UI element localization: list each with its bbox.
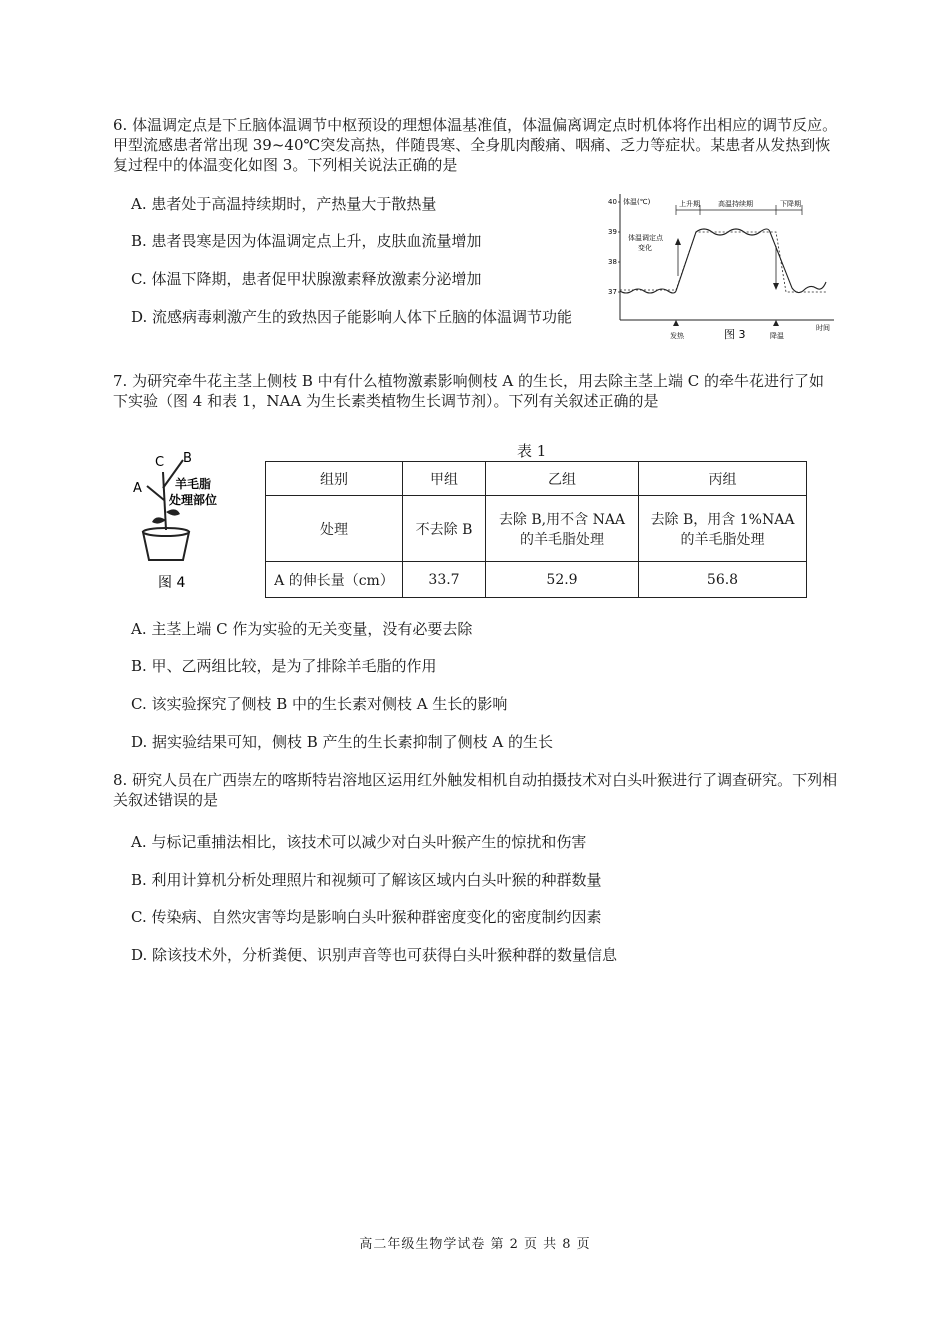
page-footer: 高二年级生物学试卷 第 2 页 共 8 页 bbox=[359, 1237, 591, 1252]
event-fever: 发热 bbox=[670, 332, 684, 340]
q7-option-c[interactable]: C. 该实验探究了侧枝 B 中的生长素对侧枝 A 生长的影响 bbox=[131, 695, 508, 713]
q6-option-c[interactable]: C. 体温下降期，患者促甲状腺激素释放激素分泌增加 bbox=[131, 270, 482, 288]
header-group: 组别 bbox=[266, 462, 403, 496]
setpoint-label-2: 变化 bbox=[638, 244, 652, 252]
event-cool-marker bbox=[773, 320, 779, 326]
leaf bbox=[166, 509, 180, 515]
note-lanolin: 羊毛脂 bbox=[175, 477, 212, 491]
q8-option-c[interactable]: C. 传染病、自然灾害等均是影响白头叶猴种群密度变化的密度制约因素 bbox=[131, 908, 602, 926]
table-1-title: 表 1 bbox=[517, 442, 547, 460]
phase-rise: 上升期 bbox=[679, 200, 700, 208]
header-bing: 丙组 bbox=[639, 462, 807, 496]
q8-option-d[interactable]: D. 除该技术外，分析粪便、识别声音等也可获得白头叶猴种群的数量信息 bbox=[131, 946, 618, 964]
growth-label: A 的伸长量（cm） bbox=[266, 562, 403, 598]
table-row-growth bbox=[266, 562, 807, 598]
treatment-bing-line2: 的羊毛脂处理 bbox=[680, 531, 765, 548]
label-c: C bbox=[155, 455, 165, 470]
event-fever-marker bbox=[673, 320, 679, 326]
q7-option-b[interactable]: B. 甲、乙两组比较，是为了排除羊毛脂的作用 bbox=[131, 657, 437, 675]
treatment-label: 处理 bbox=[266, 496, 403, 562]
note-site: 处理部位 bbox=[169, 493, 218, 507]
phase-plateau: 高温持续期 bbox=[718, 200, 753, 208]
figure-4-caption: 图 4 bbox=[158, 575, 186, 591]
figure-3-temperature-chart bbox=[600, 188, 840, 348]
table-row-treatment bbox=[266, 496, 807, 562]
header-yi: 乙组 bbox=[486, 462, 639, 496]
y-tick-39: 39 bbox=[608, 228, 617, 236]
treatment-bing-line1: 去除 B，用含 1%NAA bbox=[650, 511, 795, 528]
header-jia: 甲组 bbox=[403, 462, 486, 496]
growth-jia: 33.7 bbox=[403, 562, 486, 598]
table-header-row bbox=[266, 462, 807, 496]
q7-option-a[interactable]: A. 主茎上端 C 作为实验的无关变量，没有必要去除 bbox=[131, 620, 473, 638]
branch-a bbox=[147, 486, 164, 500]
treatment-jia: 不去除 B bbox=[403, 496, 486, 562]
q6-option-a[interactable]: A. 患者处于高温持续期时，产热量大于散热量 bbox=[131, 195, 437, 213]
question-7-stem: 7. 为研究牵牛花主茎上侧枝 B 中有什么植物激素影响侧枝 A 的生长，用去除主茎上端 C 的牵牛花进行了如下实验（图 4 和表 1，NAA 为生长素类植物生长调节剂）。下列有关叙述正确的是 bbox=[113, 372, 825, 410]
y-tick-40: 40 bbox=[608, 198, 617, 206]
leaf bbox=[152, 517, 166, 523]
question-6-stem: 6. 体温调定点是下丘脑体温调节中枢预设的理想体温基准值，体温偏离调定点时机体将作出相应的调节反应。甲型流感患者常出现 39~40℃突发高热，伴随畏寒、全身肌肉酸痛、咽痛、乏力等症状。某患者从发热到恢复过程中的体温变化如图 3。下列相关说法正确的是 bbox=[113, 116, 838, 174]
y-tick-38: 38 bbox=[608, 258, 617, 266]
growth-yi: 52.9 bbox=[486, 562, 639, 598]
question-8-stem: 8. 研究人员在广西崇左的喀斯特岩溶地区运用红外触发相机自动拍摄技术对白头叶猴进行了调查研究。下列相关叙述错误的是 bbox=[113, 771, 838, 809]
treatment-yi bbox=[486, 496, 639, 562]
y-tick-37: 37 bbox=[608, 288, 617, 296]
label-a: A bbox=[133, 481, 142, 496]
phase-fall: 下降期 bbox=[780, 200, 801, 208]
q8-option-a[interactable]: A. 与标记重捕法相比，该技术可以减少对白头叶猴产生的惊扰和伤害 bbox=[131, 833, 587, 851]
q7-option-d[interactable]: D. 据实验结果可知，侧枝 B 产生的生长素抑制了侧枝 A 的生长 bbox=[131, 733, 553, 751]
treatment-yi-line1: 去除 B,用不含 NAA bbox=[498, 511, 626, 528]
table-1 bbox=[265, 461, 807, 598]
event-cool: 降温 bbox=[770, 332, 784, 340]
figure-4-plant-diagram bbox=[125, 442, 235, 592]
q6-option-b[interactable]: B. 患者畏寒是因为体温调定点上升，皮肤血流量增加 bbox=[131, 232, 482, 250]
y-axis-label: 体温(℃) bbox=[623, 198, 651, 206]
treatment-yi-line2: 的羊毛脂处理 bbox=[520, 531, 604, 548]
q8-option-b[interactable]: B. 利用计算机分析处理照片和视频可了解该区域内白头叶猴的种群数量 bbox=[131, 871, 602, 889]
q6-option-d[interactable]: D. 流感病毒刺激产生的致热因子能影响人体下丘脑的体温调节功能 bbox=[131, 308, 573, 326]
label-b: B bbox=[183, 451, 192, 466]
figure-3-caption: 图 3 bbox=[724, 328, 746, 341]
setpoint-label-1: 体温调定点 bbox=[628, 234, 663, 242]
treatment-bing bbox=[639, 496, 807, 562]
growth-bing: 56.8 bbox=[639, 562, 807, 598]
x-axis-label: 时间 bbox=[816, 324, 830, 332]
